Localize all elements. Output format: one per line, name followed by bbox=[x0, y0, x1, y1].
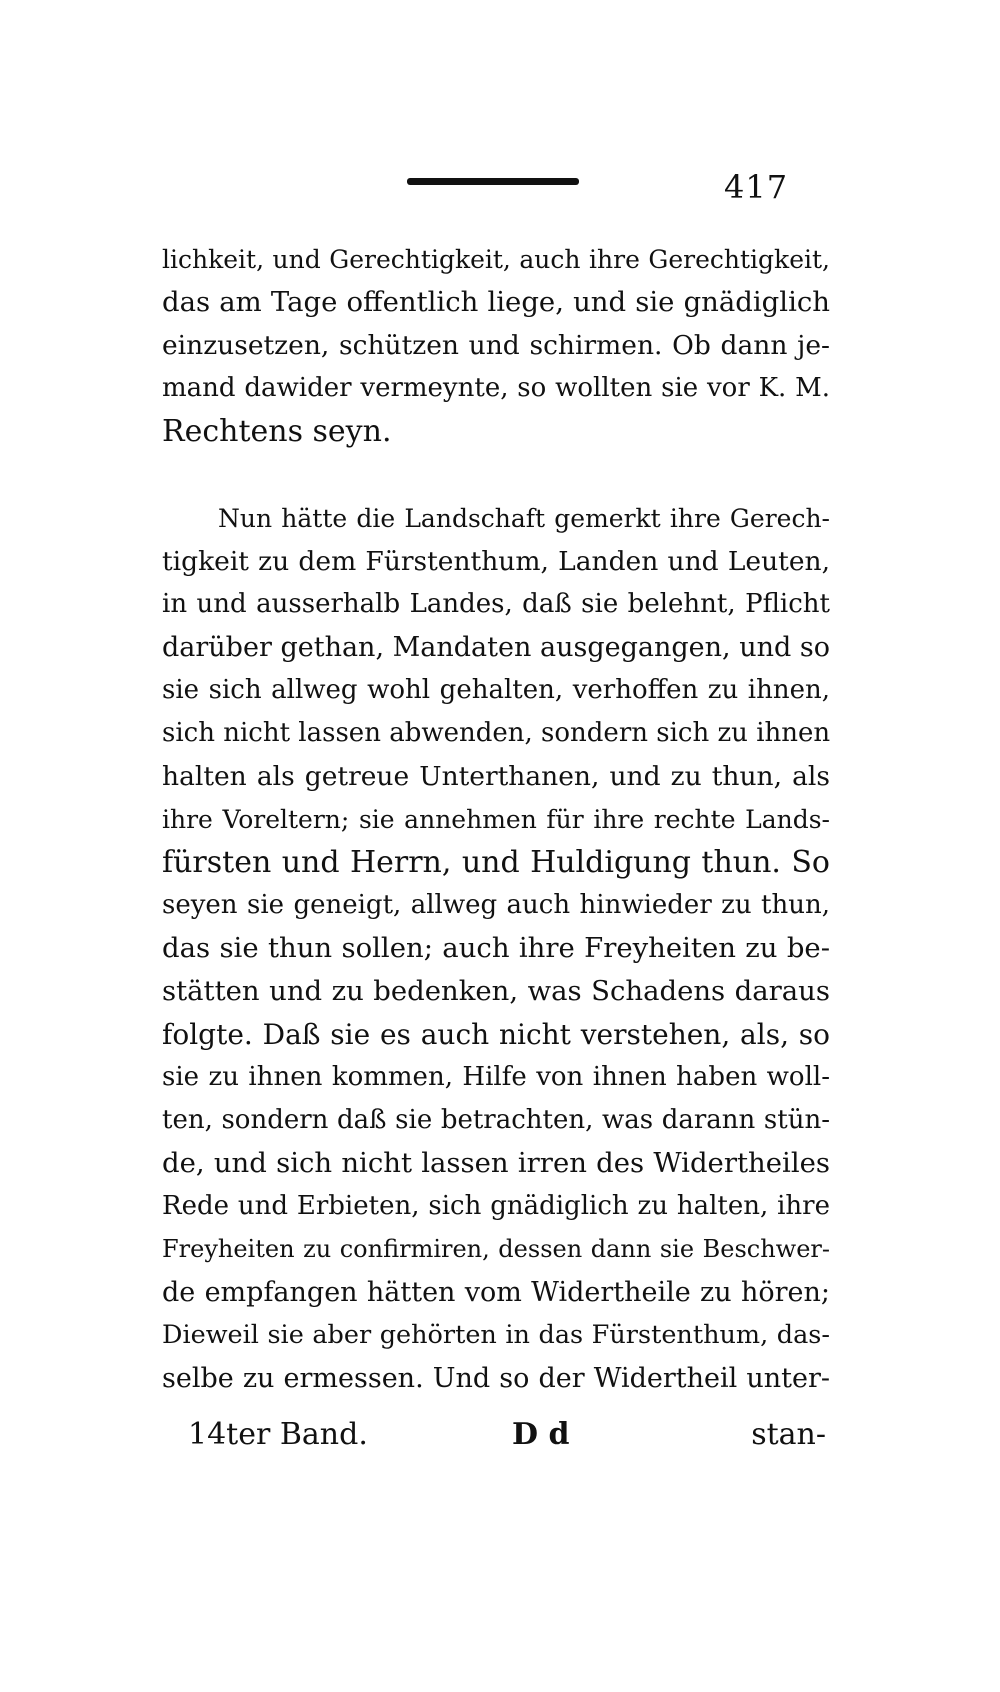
text-line: Dieweil sie aber gehörten in das Fürstenthum, das- bbox=[162, 1320, 830, 1350]
paragraph-2 bbox=[162, 497, 830, 1400]
paragraph-1 bbox=[162, 238, 830, 453]
text-line: halten als getreue Unterthanen, und zu thun, als bbox=[162, 761, 830, 792]
text-line: mand dawider vermeynte, so wollten sie vor K. M. bbox=[162, 373, 830, 403]
text-line: das am Tage offentlich liege, und sie gnädiglich bbox=[162, 286, 830, 318]
text-line: de, und sich nicht lassen irren des Widertheiles bbox=[162, 1147, 830, 1179]
catchword: stan- bbox=[751, 1417, 826, 1452]
text-line: seyen sie geneigt, allweg auch hinwieder zu thun, bbox=[162, 890, 830, 920]
text-line: tigkeit zu dem Fürstenthum, Landen und Leuten, bbox=[162, 546, 830, 577]
text-line: Rede und Erbieten, sich gnädiglich zu halten, ihre bbox=[162, 1191, 830, 1221]
text-line: stätten und zu bedenken, was Schadens daraus bbox=[162, 975, 830, 1007]
text-line: sie zu ihnen kommen, Hilfe von ihnen haben woll- bbox=[162, 1062, 830, 1092]
text-line: einzusetzen, schützen und schirmen. Ob dann je- bbox=[162, 330, 830, 361]
text-line: folgte. Daß sie es auch nicht verstehen, als, so bbox=[162, 1018, 830, 1051]
text-line: fürsten und Herrn, und Huldigung thun. So bbox=[162, 845, 830, 880]
text-line: Nun hätte die Landschaft gemerkt ihre Gerech- bbox=[218, 504, 830, 533]
volume-label: 14ter Band. bbox=[188, 1417, 368, 1452]
text-line: selbe zu ermessen. Und so der Widertheil unter- bbox=[162, 1363, 830, 1394]
header-rule bbox=[407, 178, 579, 185]
text-line: das sie thun sollen; auch ihre Freyheiten zu be- bbox=[162, 932, 830, 964]
text-line: sich nicht lassen abwenden, sondern sich zu ihnen bbox=[162, 718, 831, 748]
text-line: Rechtens seyn. bbox=[162, 414, 392, 449]
text-line: sie sich allweg wohl gehalten, verhoffen zu ihnen, bbox=[162, 675, 830, 705]
text-line: in und ausserhalb Landes, daß sie belehnt, Pflicht bbox=[162, 589, 830, 619]
text-line: de empfangen hätten vom Widertheile zu hören; bbox=[162, 1277, 830, 1308]
text-line: ten, sondern daß sie betrachten, was darann stün- bbox=[162, 1105, 830, 1135]
text-line: Freyheiten zu confirmiren, dessen dann sie Beschwer- bbox=[162, 1235, 830, 1263]
signature-mark: D d bbox=[512, 1417, 570, 1452]
page-number: 417 bbox=[724, 168, 789, 206]
text-line: lichkeit, und Gerechtigkeit, auch ihre Gerechtigkeit, bbox=[162, 245, 830, 274]
text-line: darüber gethan, Mandaten ausgegangen, und so bbox=[162, 632, 830, 663]
text-line: ihre Voreltern; sie annehmen für ihre rechte Lands- bbox=[162, 805, 830, 834]
page-footer bbox=[162, 1412, 830, 1458]
